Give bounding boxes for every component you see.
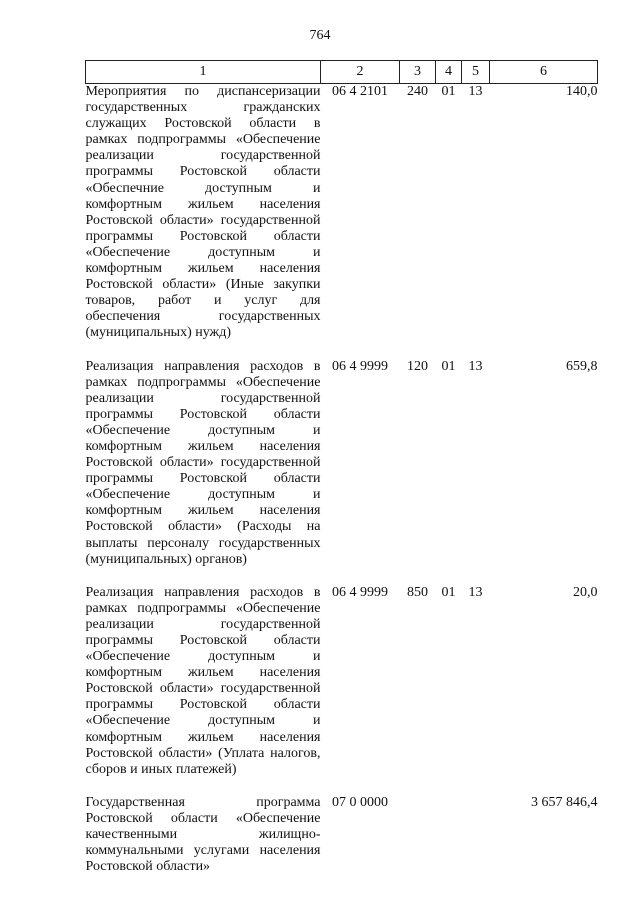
- header-cell-expense-type: 3: [400, 61, 436, 84]
- row-spacer: [86, 568, 598, 585]
- row-amount: 140,0: [566, 84, 598, 99]
- row-spacer: [86, 342, 598, 359]
- row-target-code: 06 4 9999: [332, 584, 388, 600]
- row-name: Реализация направления расходов в рамках подпрограммы «Обеспечение реализации государственной программы Ростовской области «Обеспечение доступным и комфортным жильем населения Ростовской области» государственной программы Ростовской области «Обеспечение доступным и комфортным жильем населения Ростовской области» (Расходы на выплаты персоналу государственных (муниципальных) органов): [85, 358, 321, 567]
- row-target-code: 06 4 2101: [332, 84, 388, 99]
- table-row: [86, 359, 598, 568]
- row-amount: 20,0: [573, 584, 598, 600]
- row-expense-type: [400, 795, 436, 875]
- row-expense-type: 850: [407, 584, 428, 600]
- row-target-code: 07 0 0000: [332, 794, 388, 810]
- header-cell-subsection: 5: [462, 61, 490, 84]
- row-section: 01: [441, 584, 456, 600]
- row-section: 01: [441, 84, 456, 99]
- row-expense-type: 120: [407, 358, 428, 374]
- row-subsection: 13: [468, 584, 483, 600]
- header-cell-amount: 6: [490, 61, 598, 84]
- table-row: [86, 84, 598, 342]
- row-expense-type: 240: [407, 84, 428, 99]
- row-name: Мероприятия по диспансеризации государственных гражданских служащих Ростовской области в рамках подпрограммы «Обеспечение реализации государственной программы Ростовской области «Обеспечние доступным и комфортным жильем населения Ростовской области» государственной программы Ростовской области «Обеспечение доступным и комфортным жильем населения Ростовской области» (Иные закупки товаров, работ и услуг для обеспечения государственных (муниципальных) нужд): [85, 84, 321, 341]
- budget-table: [85, 60, 598, 875]
- row-name: Государственная программа Ростовской области «Обеспечение качественными жилищно-коммунальными услугами населения Ростовской области»: [85, 794, 321, 875]
- header-cell-name: 1: [86, 61, 321, 84]
- header-row: [86, 61, 598, 84]
- row-section: [436, 795, 462, 875]
- table-row: [86, 585, 598, 778]
- row-subsection: [462, 795, 490, 875]
- row-spacer: [86, 778, 598, 795]
- header-cell-section: 4: [436, 61, 462, 84]
- page-number: 764: [309, 28, 331, 43]
- row-amount: 659,8: [566, 358, 598, 374]
- row-subsection: 13: [468, 358, 483, 374]
- row-amount: 3 657 846,4: [531, 794, 598, 810]
- row-name: Реализация направления расходов в рамках подпрограммы «Обеспечение реализации государственной программы Ростовской области «Обеспечение доступным и комфортным жильем населения Ростовской области» государственной программы Ростовской области «Обеспечение доступным и комфортным жильем населения Ростовской области» (Уплата налогов, сборов и иных платежей): [85, 584, 321, 777]
- table-row: [86, 795, 598, 875]
- row-target-code: 06 4 9999: [332, 358, 388, 374]
- header-cell-target-code: 2: [321, 61, 400, 84]
- row-subsection: 13: [468, 84, 483, 99]
- table-header: [86, 61, 598, 84]
- row-section: 01: [441, 358, 456, 374]
